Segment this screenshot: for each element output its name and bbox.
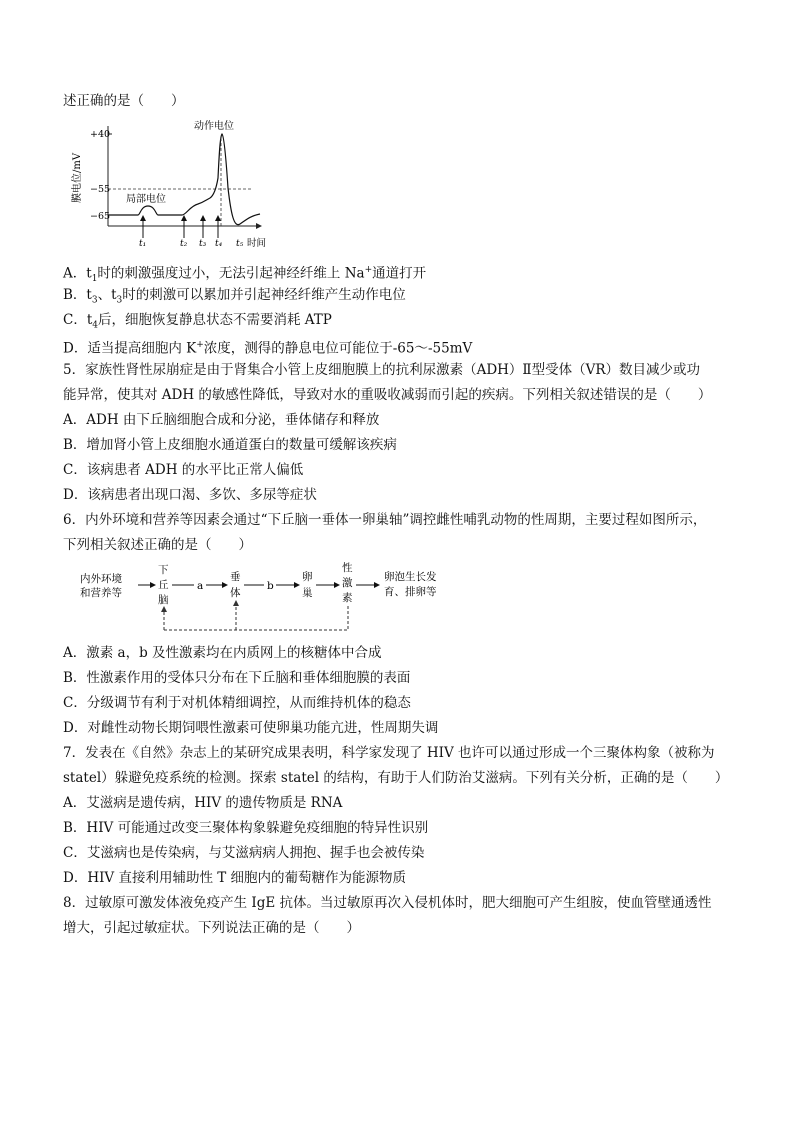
q4-option-b: B．$t_3$、$t_3$时的刺激可以累加并引起神经纤维产生动作电位 — [63, 287, 406, 306]
q7-stem-line1: 7．发表在《自然》杂志上的某研究成果表明，科学家发现了 HIV 也许可以通过形成一个三聚体构象（被称为 — [63, 745, 715, 761]
q7-option-b: B．HIV 可能通过改变三聚体构象躲避免疫细胞的特异性识别 — [63, 820, 429, 836]
svg-text:丘: 丘 — [158, 579, 169, 591]
q8-stem-line1: 8．过敏原可激发体液免疫产生 IgE 抗体。当过敏原再次入侵机体时，肥大细胞可产生组胺，使血管壁通透性 — [63, 895, 712, 911]
svg-text:激: 激 — [342, 577, 353, 589]
q5-option-d: D．该病患者出现口渴、多饮、多尿等症状 — [63, 487, 317, 503]
svg-text:a: a — [197, 580, 204, 592]
xtick-t3: t₃ — [199, 239, 207, 249]
potential-curve — [108, 134, 260, 225]
ytick-plus40: +40 — [90, 129, 111, 140]
q5-option-a: A．ADH 由下丘脑细胞合成和分泌，垂体储存和释放 — [63, 412, 380, 428]
svg-text:脑: 脑 — [158, 594, 169, 606]
q6-option-c: C．分级调节有利于对机体精细调控，从而维持机体的稳态 — [63, 695, 411, 711]
q6-stem-line2: 下列相关叙述正确的是（ ） — [63, 537, 252, 553]
q4-option-c: C．$t_4$后，细胞恢复静息状态不需要消耗 ATP — [63, 312, 332, 331]
xtick-t5: t₅ — [236, 239, 244, 249]
annot-local-potential: 局部电位 — [126, 194, 166, 205]
q6-option-b: B．性激素作用的受体只分布在下丘脑和垂体细胞膜的表面 — [63, 670, 411, 686]
q6-option-a: A．激素 a，b 及性激素均在内质网上的核糖体中合成 — [63, 645, 382, 661]
xtick-t1: t₁ — [139, 239, 147, 249]
q5-stem-line2: 能异常，使其对 ADH 的敏感性降低，导致对水的重吸收减弱而引起的疾病。下列相关叙述错误的是（ ） — [63, 387, 712, 403]
svg-text:b: b — [267, 580, 274, 592]
ytick-minus65: −65 — [90, 211, 111, 222]
svg-text:体: 体 — [230, 587, 241, 599]
svg-text:性: 性 — [342, 562, 353, 574]
svg-text:下: 下 — [158, 564, 169, 576]
annot-action-potential: 动作电位 — [194, 121, 234, 132]
graph-ylabel: 膜电位/mV — [72, 152, 83, 204]
xtick-t4: t₄ — [215, 239, 223, 249]
svg-text:巢: 巢 — [302, 587, 313, 599]
q6-stem-line1: 6．内外环境和营养等因素会通过“下丘脑一垂体一卵巢轴”调控雌性哺乳动物的性周期，主要过程如图所示， — [63, 512, 707, 528]
graph-xlabel: 时间 — [247, 238, 267, 249]
svg-text:育、排卵等: 育、排卵等 — [384, 586, 437, 598]
q8-stem-line2: 增大，引起过敏症状。下列说法正确的是（ ） — [63, 920, 360, 936]
svg-text:内外环境: 内外环境 — [80, 573, 122, 585]
q4-option-d: D．适当提高细胞内 K+浓度，测得的静息电位可能位于-65～-55mV — [63, 340, 473, 357]
q6-option-d: D．对雌性动物长期饲喂性激素可使卵巢功能亢进，性周期失调 — [63, 720, 439, 736]
svg-text:和营养等: 和营养等 — [80, 587, 122, 599]
svg-text:垂: 垂 — [230, 571, 241, 583]
q7-option-d: D．HIV 直接利用辅助性 T 细胞内的葡萄糖作为能源物质 — [63, 870, 407, 886]
q5-stem-line1: 5．家族性肾性尿崩症是由于肾集合小管上皮细胞膜上的抗利尿激素（ADH）Ⅱ型受体（VR）数目减少或功 — [63, 362, 701, 378]
q7-option-a: A．艾滋病是遗传病，HIV 的遗传物质是 RNA — [63, 795, 343, 811]
xtick-t2: t₂ — [180, 239, 188, 249]
q5-option-c: C．该病患者 ADH 的水平比正常人偏低 — [63, 462, 304, 478]
hpg-axis-diagram — [72, 558, 492, 638]
q7-stem-line2: statel）躲避免疫系统的检测。探索 statel 的结构，有助于人们防治艾滋病。下列有关分析，正确的是（ ） — [63, 770, 729, 786]
q5-option-b: B．增加肾小管上皮细胞水通道蛋白的数量可缓解该疾病 — [63, 437, 397, 453]
svg-text:素: 素 — [342, 592, 353, 604]
membrane-potential-graph — [68, 118, 278, 253]
q4-stem-tail: 述正确的是（ ） — [63, 93, 185, 109]
ytick-minus55: −55 — [90, 184, 111, 195]
q7-option-c: C．艾滋病也是传染病，与艾滋病病人拥抱、握手也会被传染 — [63, 845, 425, 861]
q4-option-a: A．$t_1$时的刺激强度过小，无法引起神经纤维上 Na+通道打开 — [63, 265, 427, 285]
svg-text:卵泡生长发: 卵泡生长发 — [384, 571, 437, 583]
svg-text:卵: 卵 — [302, 571, 313, 583]
